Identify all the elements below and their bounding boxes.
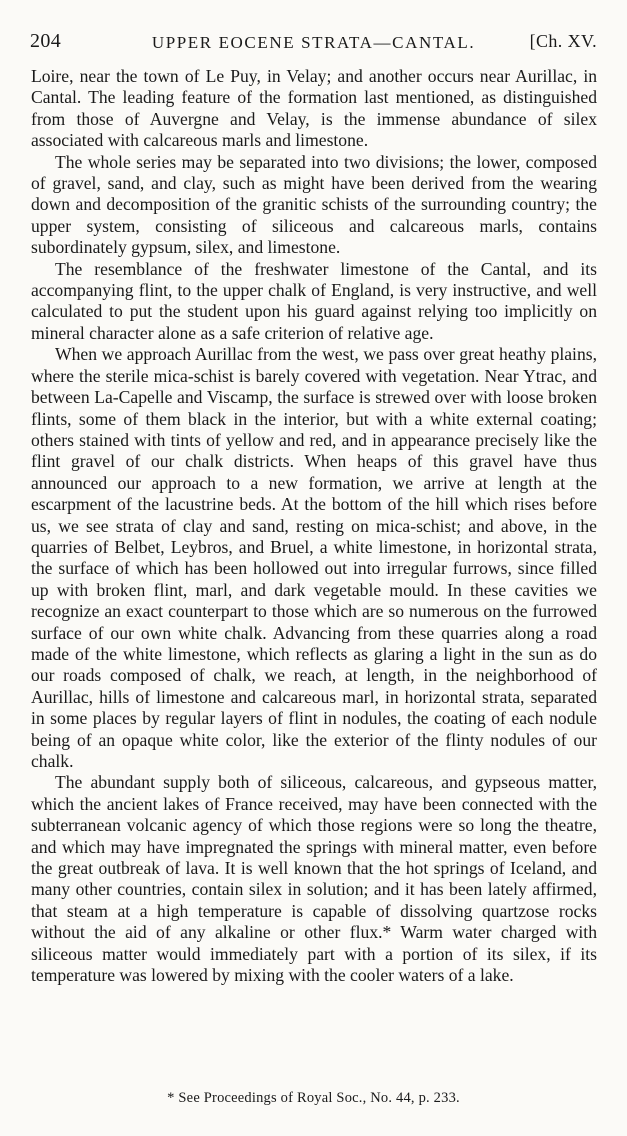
- paragraph: The resemblance of the freshwater limestone of the Cantal, and its accompanying flint, to the upper chalk of England, is very instructive, and well calculated to put the student upon his guard against relying too implicitly on mineral character alone as a safe criterion of relative age.: [31, 258, 597, 343]
- paragraph: The abundant supply both of siliceous, calcareous, and gypseous matter, which the ancient lakes of France received, may have been connected with the subterranean volcanic agency of which those regions were so long the theatre, and which may have impregnated the springs with mineral matter, even before the great outbreak of lava. It is well known that the hot springs of Iceland, and many other countries, contain silex in solution; and it has been lately affirmed, that steam at a high temperature is capable of dissolving quartzose rocks without the aid of any alkaline or other flux.* Warm water charged with siliceous matter would immediately part with a portion of its silex, if its temperature was lowered by mixing with the cooler waters of a lake.: [31, 772, 597, 986]
- body-text: [31, 66, 597, 986]
- running-title: UPPER EOCENE STRATA—CANTAL.: [151, 33, 476, 52]
- footnote: * See Proceedings of Royal Soc., No. 44, p. 233.: [167, 1090, 460, 1106]
- paragraph: Loire, near the town of Le Puy, in Velay; and another occurs near Aurillac, in Cantal. The leading feature of the formation last mentioned, as distinguished from those of Auvergne and Velay, is the immense abundance of silex associated with calcareous marls and limestone.: [31, 66, 597, 151]
- page-number: 204: [30, 30, 62, 52]
- paragraph: The whole series may be separated into two divisions; the lower, composed of gravel, sand, and clay, such as might have been derived from the wearing down and decomposition of the granitic schists of the surrounding country; the upper system, consisting of siliceous and calcareous marls, contains subordinately gypsum, silex, and limestone.: [31, 151, 597, 258]
- paragraph: When we approach Aurillac from the west, we pass over great heathy plains, where the sterile mica-schist is barely covered with vegetation. Near Ytrac, and between La-Capelle and Viscamp, the surface is strewed over with loose broken flints, some of them black in the interior, but with a white external coating; others stained with tints of yellow and red, and in appearance precisely like the flint gravel of our chalk districts. When heaps of this gravel have thus announced our approach to a new formation, we arrive at length at the escarpment of the lacustrine beds. At the bottom of the hill which rises before us, we see strata of clay and sand, resting on mica-schist; and above, in the quarries of Belbet, Leybros, and Bruel, a white limestone, in horizontal strata, the surface of which has been hollowed out into irregular furrows, since filled up with broken flint, marl, and dark vegetable mould. In these cavities we recognize an exact counterpart to those which are so numerous on the furrowed surface of our own white chalk. Advancing from these quarries along a road made of the white limestone, which reflects as glaring a light in the sun as do our roads composed of chalk, we reach, at length, in the neighborhood of Aurillac, hills of limestone and calcareous marl, in horizontal strata, separated in some places by regular layers of flint in nodules, the coating of each nodule being of an opaque white color, like the exterior of the flinty nodules of our chalk.: [31, 344, 597, 771]
- chapter-label: [Ch. XV.: [529, 31, 597, 51]
- page-header: [30, 30, 597, 54]
